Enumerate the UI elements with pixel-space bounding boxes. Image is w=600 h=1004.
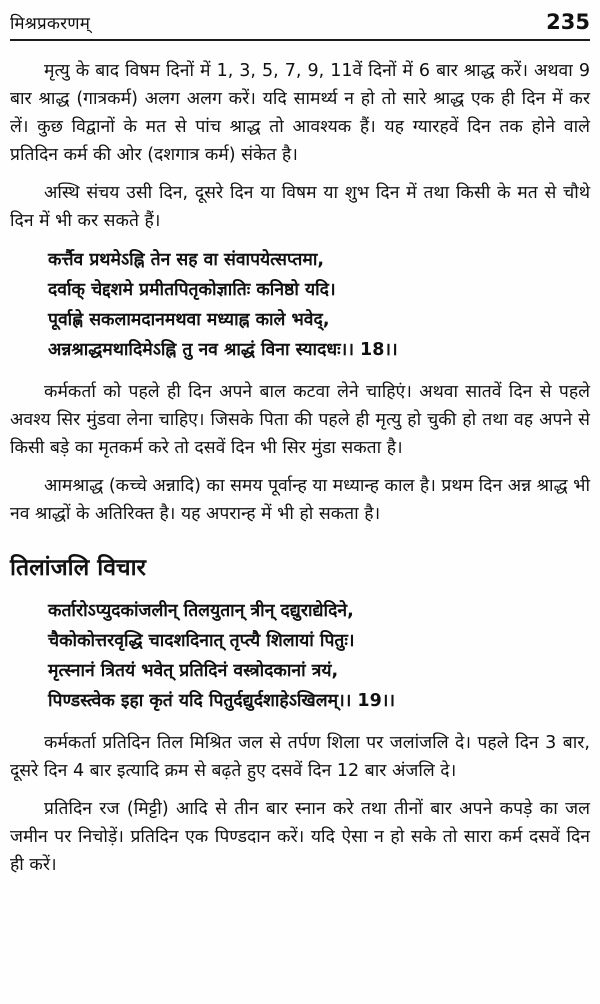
- header-rule: [10, 39, 590, 41]
- verse-line: मृत्स्नानं त्रितयं भवेत् प्रतिदिनं वस्त्रोदकानां त्रयं,: [48, 661, 339, 681]
- sanskrit-verse-19: [48, 596, 590, 716]
- page-number: 235: [546, 10, 590, 34]
- section-heading-tilanjali-vichar: तिलांजलि विचार: [10, 555, 146, 581]
- paragraph-asthi-sanchay: अस्थि संचय उसी दिन, दूसरे दिन या विषम या शुभ दिन में तथा किसी के मत से चौथे दिन में भी कर सकते हैं।: [10, 183, 590, 231]
- paragraph-karmakarta-hair: कर्मकर्ता को पहले ही दिन अपने बाल कटवा लेने चाहिएं। अथवा सातवें दिन से पहले अवश्य सिर मुंडवा लेना चाहिए। जिसके पिता की पहले ही मृत्यु हो चुकी हो तथा वह अपने से किसी बड़े का मृतकर्म करे तो दसवें दिन भी सिर मुंडा सकता है।: [10, 382, 590, 458]
- verse-line: पिण्डस्त्वेक इहा कृतं यदि पितुर्दद्युर्दशाहेऽखिलम्।। 19।।: [48, 691, 396, 711]
- verse-line: कर्त्तैव प्रथमेऽह्नि तेन सह वा संवापयेत्सप्तमा,: [48, 250, 325, 270]
- page-header: [10, 8, 590, 34]
- sanskrit-verse-18: [48, 245, 590, 365]
- paragraph-jalanjali: कर्मकर्ता प्रतिदिन तिल मिश्रित जल से तर्पण शिला पर जलांजलि दे। पहले दिन 3 बार, दूसरे दिन 4 बार इत्यादि क्रम से बढ़ते हुए दसवें दिन 12 बार अंजलि दे।: [10, 733, 590, 781]
- paragraph-aamshraddh-time: आमश्राद्ध (कच्चे अन्नादि) का समय पूर्वान्ह या मध्यान्ह काल है। प्रथम दिन अन्न श्राद्ध भी नव श्राद्धों के अतिरिक्त है। यह अपरान्ह में भी हो सकता है।: [10, 476, 590, 524]
- running-header-title: मिश्रप्रकरणम्: [10, 14, 91, 34]
- verse-line: पूर्वाह्णे सकलामदानमथवा मध्याह्न काले भवेद्,: [48, 310, 330, 330]
- paragraph-daily-snan-pinddan: प्रतिदिन रज (मिट्टी) आदि से तीन बार स्नान करे तथा तीनों बार अपने कपड़े का जल जमीन पर निचोड़ें। प्रतिदिन एक पिण्डदान करें। यदि ऐसा न हो सके तो सारा कर्म दसवें दिन ही करें।: [10, 799, 590, 875]
- paragraph-shraddh-vishama-days: मृत्यु के बाद विषम दिनों में 1, 3, 5, 7, 9, 11वें दिनों में 6 बार श्राद्ध करें। अथवा 9 बार श्राद्ध (गात्रकर्म) अलग अलग करें। यदि सामर्थ्य न हो तो सारे श्राद्ध एक ही दिन में कर लें। कुछ विद्वानों के मत से पांच श्राद्ध तो आवश्यक हैं। यह ग्यारहवें दिन तक होने वाले प्रतिदिन कर्म की ओर (दशगात्र कर्म) संकेत है।: [10, 61, 590, 165]
- verse-line: दर्वाक् चेद्दशमे प्रमीतपितृकोज्ञातिः कनिष्ठो यदि।: [48, 280, 336, 300]
- verse-line: कर्तारोऽप्युदकांजलीन् तिलयुतान् त्रीन् दद्युराद्येदिने,: [48, 601, 354, 621]
- verse-line: अन्नश्राद्धमथादिमेऽह्नि तु नव श्राद्धं विना स्यादधः।। 18।।: [48, 340, 398, 360]
- verse-line: चैकोकोत्तरवृद्धि चादशदिनात् तृप्त्यै शिलायां पितुः।: [48, 631, 355, 651]
- document-body: [10, 57, 590, 879]
